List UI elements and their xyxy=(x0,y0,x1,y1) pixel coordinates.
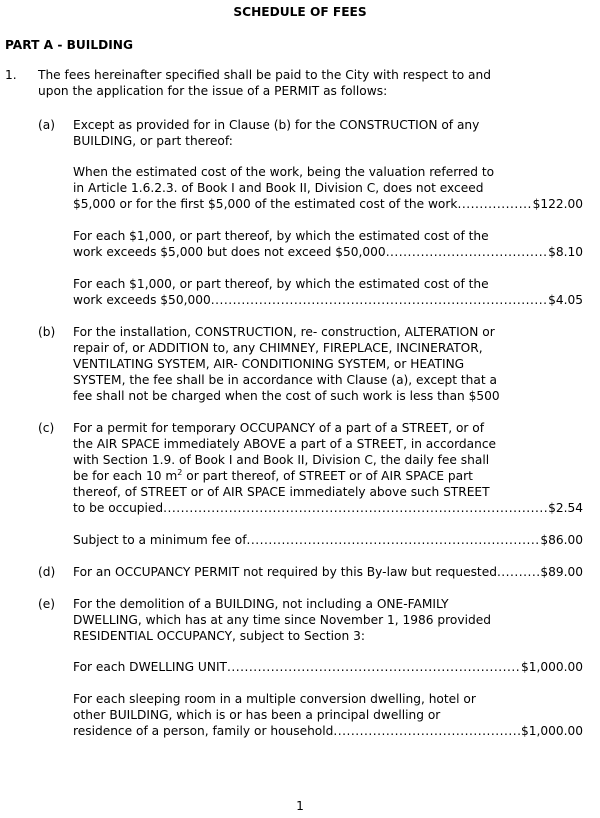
clause-c-line-part: or part thereof, of STREET or of AIR SPACE part xyxy=(182,469,473,483)
page-number: 1 xyxy=(296,799,304,813)
fee-description: Subject to a minimum fee of xyxy=(73,533,247,547)
dot-leader xyxy=(163,500,548,516)
clause-a-paragraph-3 xyxy=(73,276,583,308)
clause-e-line: RESIDENTIAL OCCUPANCY, subject to Section 3: xyxy=(73,629,365,643)
clause-b-line: SYSTEM, the fee shall be in accordance with Clause (a), except that a xyxy=(73,373,497,387)
fee-description: $5,000 or for the first $5,000 of the estimated cost of the work xyxy=(73,197,458,211)
fee-amount: $2.54 xyxy=(548,501,583,515)
clause-d-letter: (d) xyxy=(38,565,56,579)
fee-description: residence of a person, family or household xyxy=(73,724,334,738)
clause-a-paragraph-1 xyxy=(73,164,583,212)
fee-line xyxy=(73,292,583,308)
clause-e-letter: (e) xyxy=(38,597,56,611)
clause-b-text xyxy=(73,324,583,404)
dot-leader xyxy=(386,244,548,260)
fee-line xyxy=(73,659,583,675)
clause-b-line: For the installation, CONSTRUCTION, re- construction, ALTERATION or xyxy=(73,325,495,339)
item-number: 1. xyxy=(5,68,17,82)
clause-e-sleeping-room xyxy=(73,691,583,739)
clause-a-line: For each $1,000, or part thereof, by which the estimated cost of the xyxy=(73,229,489,243)
fee-description: to be occupied xyxy=(73,501,164,515)
dot-leader xyxy=(457,196,532,212)
fee-line xyxy=(73,196,583,212)
fee-amount: $4.05 xyxy=(548,293,583,307)
fee-description: For each DWELLING UNIT xyxy=(73,660,228,674)
clause-b-line: VENTILATING SYSTEM, AIR- CONDITIONING SYSTEM, or HEATING xyxy=(73,357,465,371)
item-1-line: The fees hereinafter specified shall be paid to the City with respect to and xyxy=(38,68,491,82)
clause-e-dwelling-unit xyxy=(73,659,583,675)
clause-c-line-part: be for each 10 m xyxy=(73,469,178,483)
clause-c-line: For a permit for temporary OCCUPANCY of a part of a STREET, or of xyxy=(73,421,485,435)
clause-c-line: with Section 1.9. of Book I and Book II, Division C, the daily fee shall xyxy=(73,453,490,467)
fee-line xyxy=(73,723,583,739)
clause-c-letter: (c) xyxy=(38,421,55,435)
fee-line xyxy=(73,500,583,516)
part-heading: PART A - BUILDING xyxy=(5,38,133,52)
dot-leader xyxy=(211,292,548,308)
fee-description: work exceeds $50,000 xyxy=(73,293,211,307)
fee-amount: $89.00 xyxy=(540,565,583,579)
clause-e-line: For the demolition of a BUILDING, not including a ONE-FAMILY xyxy=(73,597,449,611)
clause-a-line: BUILDING, or part thereof: xyxy=(73,134,233,148)
clause-c-text xyxy=(73,420,583,516)
clause-e-text xyxy=(73,596,583,644)
clause-d-text xyxy=(73,564,583,580)
fee-line xyxy=(73,244,583,260)
clause-e-line: For each sleeping room in a multiple conversion dwelling, hotel or xyxy=(73,692,476,706)
item-1-line: upon the application for the issue of a PERMIT as follows: xyxy=(38,84,388,98)
clause-e-line: other BUILDING, which is or has been a principal dwelling or xyxy=(73,708,441,722)
clause-c-line xyxy=(73,468,583,484)
fee-description: work exceeds $5,000 but does not exceed $50,000 xyxy=(73,245,386,259)
dot-leader xyxy=(333,723,521,739)
clause-a-line: For each $1,000, or part thereof, by which the estimated cost of the xyxy=(73,277,489,291)
clause-b-line: repair of, or ADDITION to, any CHIMNEY, FIREPLACE, INCINERATOR, xyxy=(73,341,483,355)
clause-a-intro xyxy=(73,117,583,149)
dot-leader xyxy=(497,564,540,580)
clause-c-line: the AIR SPACE immediately ABOVE a part of a STREET, in accordance xyxy=(73,437,497,451)
fee-amount: $1,000.00 xyxy=(520,660,583,674)
clause-a-letter: (a) xyxy=(38,118,55,132)
fee-description: For an OCCUPANCY PERMIT not required by this By-law but requested xyxy=(73,565,497,579)
clause-a-line: When the estimated cost of the work, being the valuation referred to xyxy=(73,165,495,179)
item-1-text xyxy=(38,67,538,99)
clause-b-line: fee shall not be charged when the cost of such work is less than $500 xyxy=(73,389,500,403)
clause-a-paragraph-2 xyxy=(73,228,583,260)
superscript: 2 xyxy=(177,468,183,477)
fee-amount: $8.10 xyxy=(548,245,583,259)
fee-line xyxy=(73,532,583,548)
clause-b-letter: (b) xyxy=(38,325,56,339)
dot-leader xyxy=(247,532,541,548)
dot-leader xyxy=(227,659,521,675)
document-title: SCHEDULE OF FEES xyxy=(233,5,367,19)
clause-c-line: thereof, of STREET or of AIR SPACE immediately above such STREET xyxy=(73,485,490,499)
fee-amount: $1,000.00 xyxy=(520,724,583,738)
clause-e-line: DWELLING, which has at any time since November 1, 1986 provided xyxy=(73,613,491,627)
fee-amount: $122.00 xyxy=(532,197,583,211)
fee-amount: $86.00 xyxy=(540,533,583,547)
clause-a-line: in Article 1.6.2.3. of Book I and Book II, Division C, does not exceed xyxy=(73,181,484,195)
clause-a-line: Except as provided for in Clause (b) for the CONSTRUCTION of any xyxy=(73,118,480,132)
clause-c-minimum xyxy=(73,532,583,548)
fee-line xyxy=(73,564,583,580)
